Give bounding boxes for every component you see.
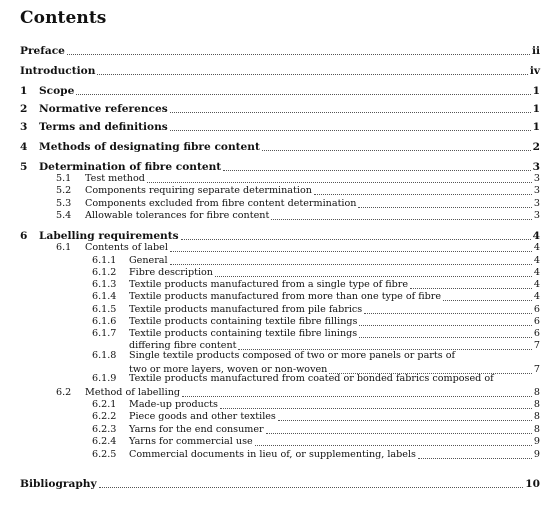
toc-entry[interactable] — [0, 290, 554, 304]
toc-page-number: 6 — [533, 304, 540, 315]
toc-entry-title[interactable]: Test method — [85, 173, 145, 184]
toc-entry-leader-line — [85, 209, 540, 223]
toc-entry-number: 6.2.5 — [92, 449, 117, 460]
dot-leader — [170, 250, 532, 252]
toc-page-number: 4 — [533, 279, 540, 290]
toc-entry-title[interactable]: Textile products containing textile fibre linings — [129, 328, 358, 339]
toc-page-number: 1 — [532, 85, 540, 97]
toc-entry-title[interactable]: Textile products manufactured from a single type of fibre — [129, 279, 409, 290]
toc-entry-title[interactable]: Labelling requirements — [39, 230, 179, 242]
dot-leader — [170, 263, 532, 265]
toc-entry[interactable] — [0, 241, 554, 255]
toc-page-number: 10 — [525, 478, 540, 490]
toc-entry[interactable] — [0, 339, 554, 353]
dot-leader — [359, 324, 531, 326]
toc-entry-leader-line — [20, 44, 540, 58]
toc-entry-title[interactable]: Made-up products — [129, 399, 218, 410]
toc-entry-leader-line — [39, 120, 540, 134]
dot-leader — [170, 129, 531, 131]
toc-entry-number: 6.1.7 — [92, 328, 117, 339]
toc-page-number: 1 — [532, 121, 540, 133]
toc-entry-number: 6.2.4 — [92, 436, 117, 447]
toc-page-number: 9 — [533, 436, 540, 447]
dot-leader — [271, 218, 532, 220]
toc-page-number: 9 — [533, 449, 540, 460]
toc-entry-number: 6.1.1 — [92, 255, 117, 266]
toc-entry-title[interactable]: Yarns for commercial use — [129, 436, 253, 447]
toc-page-number: 4 — [533, 291, 540, 302]
dot-leader — [147, 181, 532, 183]
toc-entry-title[interactable]: Method of labelling — [85, 387, 181, 398]
toc-page-number: 3 — [532, 161, 540, 173]
toc-entry[interactable] — [0, 84, 554, 98]
dot-leader — [359, 336, 532, 338]
toc-entry-title[interactable]: Methods of designating fibre content — [39, 141, 260, 153]
toc-page-number: 4 — [533, 267, 540, 278]
dot-leader — [278, 419, 532, 421]
toc-entry-number: 3 — [20, 121, 28, 133]
toc-entry-number: 4 — [20, 141, 28, 153]
toc-entry[interactable] — [0, 477, 554, 491]
toc-entry[interactable] — [0, 410, 554, 424]
toc-entry-leader-line — [129, 448, 540, 462]
toc-entry[interactable] — [0, 448, 554, 462]
toc-entry-number: 5.1 — [56, 173, 72, 184]
page-title: Contents — [20, 8, 107, 28]
toc-entry-number: 5.2 — [56, 185, 72, 196]
toc-entry-number: 6.2.2 — [92, 411, 117, 422]
toc-entry[interactable] — [0, 120, 554, 134]
toc-entry-title[interactable]: Allowable tolerances for fibre content — [85, 210, 270, 221]
toc-entry-leader-line — [129, 410, 540, 424]
dot-leader — [76, 93, 530, 95]
toc-entry-number: 6.1.2 — [92, 267, 117, 278]
dot-leader — [262, 149, 531, 151]
dot-leader — [215, 275, 532, 277]
toc-entry-number: 6.2 — [56, 387, 72, 398]
toc-entry-number: 6.1.8 — [92, 350, 117, 361]
dot-leader — [97, 73, 527, 75]
toc-entry-title[interactable]: Introduction — [20, 65, 96, 77]
dot-leader — [329, 372, 532, 374]
toc-entry[interactable] — [0, 140, 554, 154]
toc-entry-title[interactable]: General — [129, 255, 168, 266]
toc-page-number: 3 — [533, 173, 540, 184]
dot-leader — [443, 299, 532, 301]
toc-entry-leader-line — [129, 363, 540, 377]
dot-leader — [358, 206, 531, 208]
toc-entry-title[interactable]: Textile products manufactured from more than one type of fibre — [129, 291, 442, 302]
toc-page-number: 1 — [532, 103, 540, 115]
toc-entry-number: 6.1.3 — [92, 279, 117, 290]
toc-page-number: 7 — [533, 364, 540, 375]
dot-leader — [255, 444, 532, 446]
toc-entry-text-line: Textile products manufactured from coated or bonded fabrics composed of — [129, 373, 494, 384]
dot-leader — [266, 432, 532, 434]
toc-entry-number: 5 — [20, 161, 28, 173]
toc-entry-number: 6.1.4 — [92, 291, 117, 302]
toc-entry[interactable] — [0, 209, 554, 223]
toc-entry-number: 6.1.6 — [92, 316, 117, 327]
toc-page-number: iv — [529, 65, 540, 77]
toc-entry-number: 5.3 — [56, 198, 72, 209]
dot-leader — [67, 53, 530, 55]
toc-entry-number: 6.1.9 — [92, 373, 117, 384]
toc-entry-leader-line — [20, 64, 540, 78]
toc-page-number: 8 — [533, 387, 540, 398]
toc-entry-title[interactable]: Piece goods and other textiles — [129, 411, 276, 422]
toc-entry-title[interactable]: Terms and definitions — [39, 121, 168, 133]
toc-entry[interactable] — [0, 64, 554, 78]
toc-entry-title[interactable]: Scope — [39, 85, 75, 97]
dot-leader — [220, 407, 532, 409]
dot-leader — [181, 238, 531, 240]
toc-page-number: 6 — [533, 328, 540, 339]
toc-entry-title[interactable]: Textile products manufactured from pile fabrics — [129, 304, 363, 315]
toc-page-number: 3 — [533, 210, 540, 221]
toc-page-number: 4 — [532, 230, 540, 242]
toc-entry-number: 1 — [20, 85, 28, 97]
toc-entry[interactable] — [0, 363, 554, 377]
toc-entry-leader-line — [129, 435, 540, 449]
toc-page-number: 8 — [533, 424, 540, 435]
toc-entry[interactable] — [0, 435, 554, 449]
toc-entry-title[interactable]: Components excluded from fibre content determination — [85, 198, 357, 209]
toc-entry-leader-line — [85, 184, 540, 198]
toc-entry-title[interactable]: Textile products containing textile fibre fillings — [129, 316, 358, 327]
toc-page-number: ii — [531, 45, 540, 57]
dot-leader — [223, 169, 530, 171]
dot-leader — [314, 193, 532, 195]
toc-entry-number: 5.4 — [56, 210, 72, 221]
toc-page-number: 4 — [533, 255, 540, 266]
toc-entry-title[interactable]: two or more layers, woven or non-woven — [129, 364, 328, 375]
toc-entry-leader-line — [39, 140, 540, 154]
toc-entry-title[interactable]: Preface — [20, 45, 65, 57]
toc-entry-text-line: Single textile products composed of two or more panels or parts of — [129, 350, 456, 361]
toc-entry-leader-line — [85, 241, 540, 255]
toc-entry-title[interactable]: differing fibre content — [129, 340, 237, 351]
dot-leader — [99, 486, 524, 488]
toc-entry-leader-line — [129, 290, 540, 304]
toc-entry-number: 6 — [20, 230, 28, 242]
toc-entry-title[interactable]: Commercial documents in lieu of, or supplementing, labels — [129, 449, 416, 460]
dot-leader — [364, 312, 532, 314]
dot-leader — [418, 457, 532, 459]
toc-entry-title[interactable]: Fibre description — [129, 267, 213, 278]
toc-entry-title[interactable]: Determination of fibre content — [39, 161, 222, 173]
toc-entry[interactable] — [0, 44, 554, 58]
toc-entry-title[interactable]: Yarns for the end consumer — [129, 424, 264, 435]
dot-leader — [238, 348, 531, 350]
dot-leader — [182, 395, 532, 397]
dot-leader — [170, 111, 531, 113]
toc-entry-number: 6.1 — [56, 242, 72, 253]
toc-page-number: 7 — [533, 340, 540, 351]
toc-entry-leader-line — [129, 339, 540, 353]
toc-page-number: 3 — [533, 198, 540, 209]
toc-entry-title[interactable]: Components requiring separate determination — [85, 185, 312, 196]
toc-entry-leader-line — [39, 84, 540, 98]
toc-page-number: 3 — [533, 185, 540, 196]
toc-entry-number: 6.2.3 — [92, 424, 117, 435]
toc-entry-leader-line — [39, 102, 540, 116]
toc-page-number: 6 — [533, 316, 540, 327]
toc-entry-title[interactable]: Bibliography — [20, 478, 97, 490]
toc-page-number: 8 — [533, 411, 540, 422]
toc-page-number: 8 — [533, 399, 540, 410]
toc-entry-title[interactable]: Normative references — [39, 103, 168, 115]
toc-entry-title[interactable]: Contents of label — [85, 242, 168, 253]
toc-entry-number: 6.1.5 — [92, 304, 117, 315]
toc-entry-number: 2 — [20, 103, 28, 115]
toc-entry-number: 6.2.1 — [92, 399, 117, 410]
toc-entry[interactable] — [0, 184, 554, 198]
toc-page-number: 4 — [533, 242, 540, 253]
toc-page-number: 2 — [532, 141, 540, 153]
toc-entry[interactable] — [0, 102, 554, 116]
toc-entry-leader-line — [20, 477, 540, 491]
dot-leader — [410, 287, 532, 289]
